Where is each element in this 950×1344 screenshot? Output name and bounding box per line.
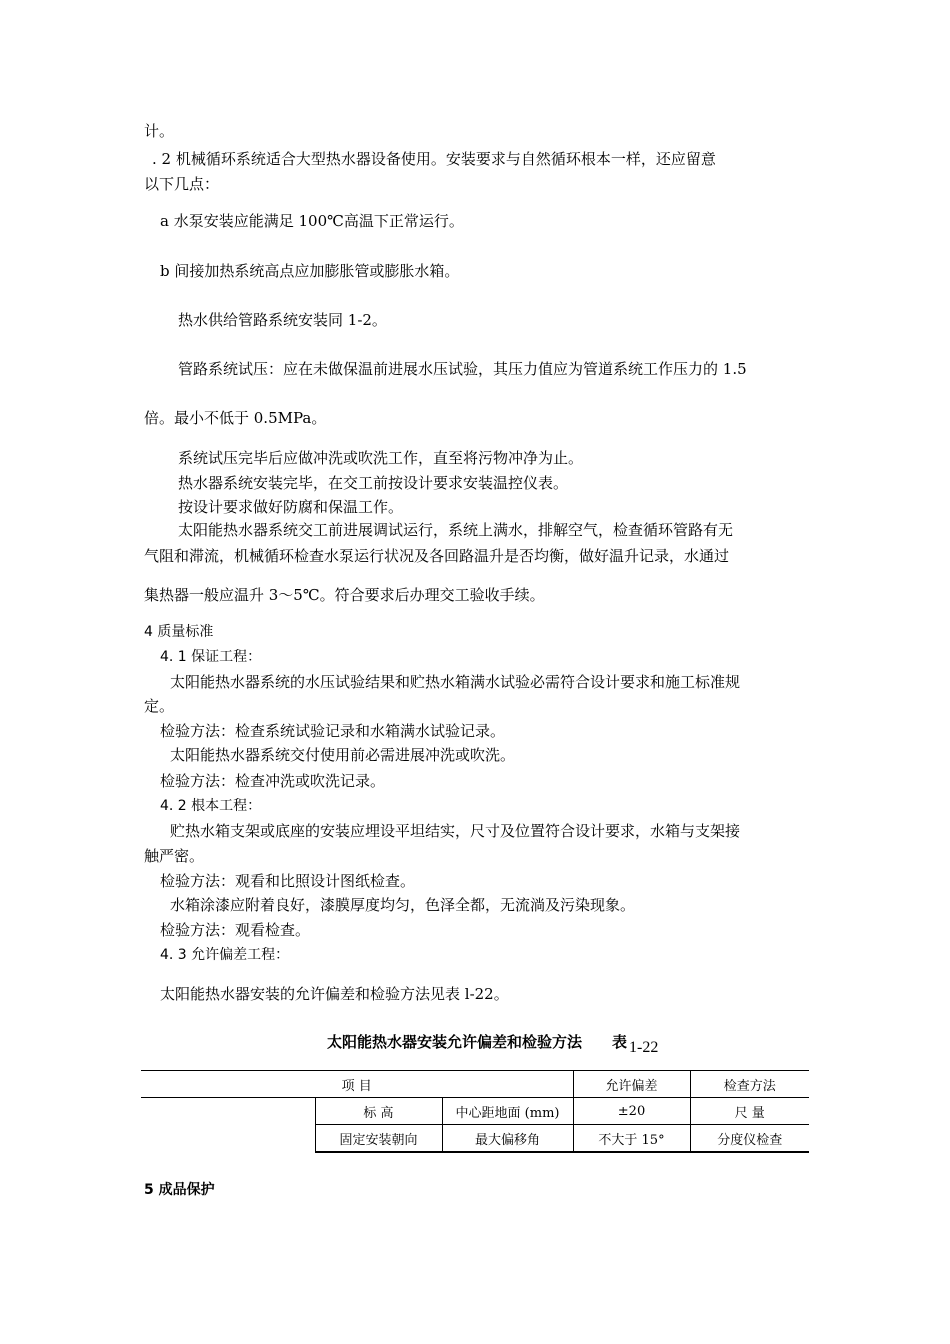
table-caption-title: 太阳能热水器安装允许偏差和检验方法 [327,1033,583,1051]
paragraph-line: 定。 [144,697,175,715]
section-4-1-heading: 4. 1 保证工程： [160,649,262,665]
paragraph-line: 太阳能热水器系统交工前进展调试运行，系统上满水，排解空气，检查循环管路有无 [178,521,734,539]
paragraph-line: 倍。最小不低于 0.5MPa。 [144,409,327,427]
list-item-a: a 水泵安装应能满足 100℃高温下正常运行。 [160,212,464,230]
row-subitem: 最大偏移角 [442,1125,573,1153]
section-4-3-heading: 4. 3 允许偏差工程： [160,947,290,963]
paragraph-line: 以下几点： [144,175,220,193]
section-4-heading: 4 质量标准 [144,624,214,640]
paragraph-line: 系统试压完毕后应做冲洗或吹洗工作，直至将污物冲净为止。 [178,449,584,467]
tolerance-table [141,1070,809,1153]
inspection-method: 检验方法：观看检查。 [160,921,311,939]
table-caption-number: 1-22 [629,1039,659,1056]
row-tolerance: 不大于 15° [573,1125,690,1153]
paragraph-line: 太阳能热水器系统交付使用前必需进展冲洗或吹洗。 [170,746,516,764]
header-item: 项 目 [141,1071,573,1098]
paragraph-line: 太阳能热水器系统的水压试验结果和贮热水箱满水试验必需符合设计要求和施工标准规 [170,673,741,691]
inspection-method: 检验方法：观看和比照设计图纸检查。 [160,872,416,890]
paragraph-line: 触严密。 [144,847,205,865]
paragraph-line: 太阳能热水器安装的允许偏差和检验方法见表 l-22。 [160,985,509,1003]
paragraph-line: . 2 机械循环系统适合大型热水器设备使用。安装要求与自然循环根本一样，还应留意 [152,150,716,168]
paragraph-line: 管路系统试压：应在未做保温前进展水压试验，其压力值应为管道系统工作压力的 1.5 [178,360,747,378]
row-method: 分度仪检查 [690,1125,809,1153]
paragraph-line: 按设计要求做好防腐和保温工作。 [178,498,404,516]
row-tolerance: ±20 [573,1098,690,1125]
paragraph-line: 贮热水箱支架或底座的安装应埋设平坦结实，尺寸及位置符合设计要求，水箱与支架接 [170,822,741,840]
list-item-b: b 间接加热系统高点应加膨胀管或膨胀水箱。 [160,262,460,280]
paragraph-line: 热水器系统安装完毕，在交工前按设计要求安装温控仪表。 [178,474,569,492]
row-subitem: 中心距地面 (mm) [442,1098,573,1125]
row-item: 固定安装朝向 [315,1125,442,1153]
section-4-2-heading: 4. 2 根本工程： [160,798,262,814]
blank-cell [141,1098,315,1153]
row-method: 尺 量 [690,1098,809,1125]
table-caption [327,1032,659,1056]
paragraph-line: 热水供给管路系统安装同 1-2。 [178,311,387,329]
paragraph-line: 计。 [144,122,175,140]
header-method: 检查方法 [690,1071,809,1098]
table-caption-label: 表 [612,1033,628,1051]
header-tolerance: 允许偏差 [573,1071,690,1098]
inspection-method: 检验方法：检查冲洗或吹洗记录。 [160,772,386,790]
paragraph-line: 气阻和滞流，机械循环检查水泵运行状况及各回路温升是否均衡，做好温升记录，水通过 [144,547,730,565]
paragraph-line: 水箱涂漆应附着良好，漆膜厚度均匀，色泽全都，无流淌及污染现象。 [170,896,636,914]
paragraph-line: 集热器一般应温升 3～5℃。符合要求后办理交工验收手续。 [144,586,545,604]
section-5-heading: 5 成品保护 [144,1182,215,1198]
row-item: 标 高 [315,1098,442,1125]
table-row [141,1098,809,1125]
table-header-row [141,1071,809,1098]
inspection-method: 检验方法：检查系统试验记录和水箱满水试验记录。 [160,722,506,740]
